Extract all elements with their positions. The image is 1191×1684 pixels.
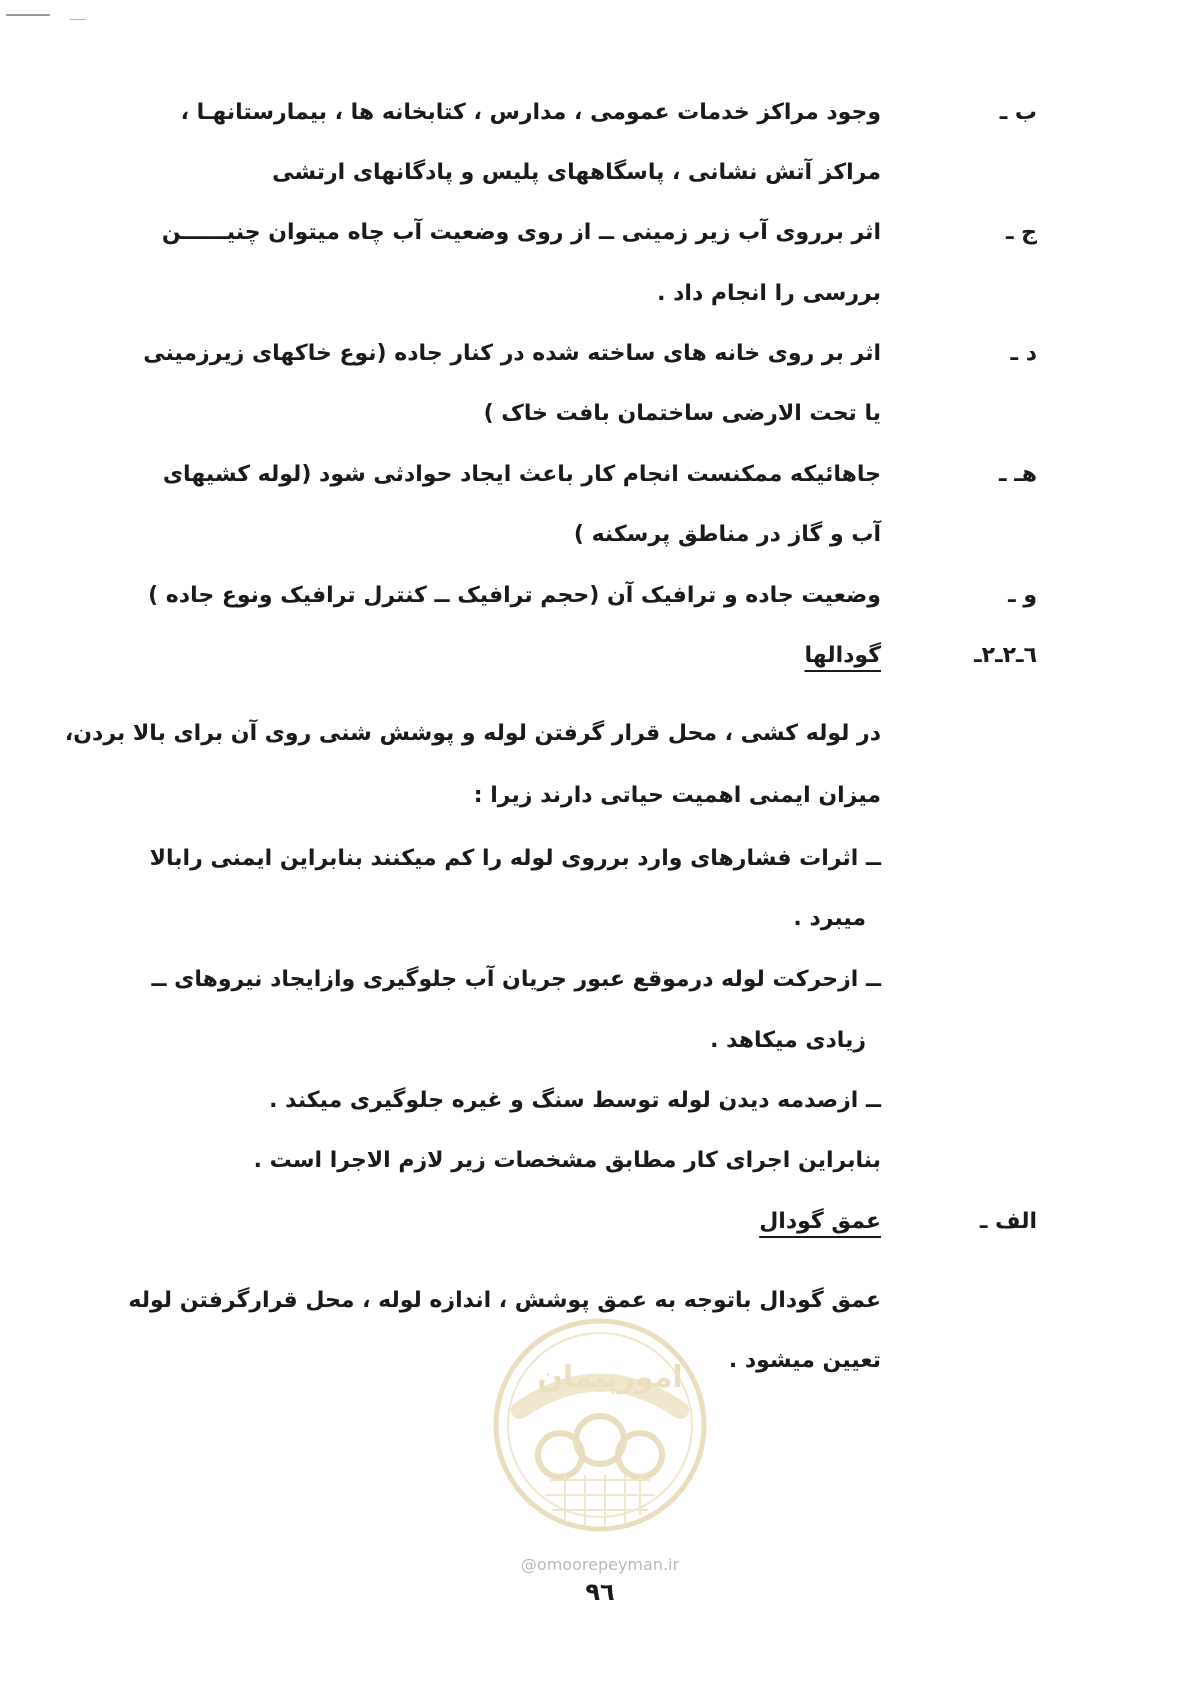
bullet-line: ــ ازصدمه دیدن لوله توسط سنگ و غیره جلوگیری میکند . — [269, 1088, 881, 1113]
seal-logo-icon — [490, 1315, 710, 1535]
bullet-line: میبرد . — [793, 906, 866, 931]
item-line: یا تحت الارضی ساختمان بافت خاک ) — [483, 401, 881, 426]
item-line: آب و گاز در مناطق پرسکنه ) — [573, 522, 881, 547]
item-line: وجود مراکز خدمات عمومی ، مدارس ، کتابخانه ها ، بیمارستانهـا ، — [180, 100, 881, 125]
watermark: @omoorepeyman.ir — [520, 1555, 680, 1574]
item-line: اثر بر روی خانه های ساخته شده در کنار جاده (نوع خاکهای زیرزمینی — [143, 341, 881, 366]
subsection-title: عمق گودال — [759, 1209, 881, 1234]
conclusion-line: بنابراین اجرای کار مطابق مشخصات زیر لازم الاجرا است . — [253, 1148, 881, 1173]
subsection-marker: الف ـ — [979, 1209, 1037, 1234]
page-number: ۹٦ — [585, 1578, 615, 1606]
item-line: بررسی را انجام داد . — [657, 281, 881, 306]
item-line: مراکز آتش نشانی ، پاسگاههای پلیس و پادگانهای ارتشی — [272, 160, 881, 185]
body-line: میزان ایمنی اهمیت حیاتی دارند زیرا : — [473, 783, 881, 808]
final-line: تعیین میشود . — [728, 1348, 881, 1373]
body-line: در لوله کشی ، محل قرار گرفتن لوله و پوشش شنی روی آن برای بالا بردن، — [64, 721, 881, 746]
scan-artifact — [6, 14, 50, 16]
item-line: جاهائیکه ممکنست انجام کار باعث ایجاد حوادثی شود (لوله کشیهای — [162, 462, 881, 487]
seal-text: امورپیمان — [537, 1360, 683, 1395]
scan-artifact — [70, 19, 86, 20]
item-marker: ج ـ — [1005, 220, 1037, 245]
item-marker: هـ ـ — [999, 462, 1037, 487]
item-line: وضعیت جاده و ترافیک آن (حجم ترافیک ــ کنترل ترافیک ونوع جاده ) — [148, 583, 881, 608]
final-line: عمق گودال باتوجه به عمق پوشش ، اندازه لوله ، محل قرارگرفتن لوله — [128, 1288, 881, 1313]
item-marker: و ـ — [1008, 583, 1037, 608]
section-number: ٦ـ٢ـ٢ـ — [974, 643, 1037, 668]
bullet-line: زیادی میکاهد . — [710, 1028, 866, 1053]
item-line: اثر برروی آب زیر زمینی ــ از روی وضعیت آب چاه میتوان چنیــــــن — [161, 220, 881, 245]
item-marker: ب ـ — [999, 100, 1037, 125]
bullet-line: ــ ازحرکت لوله درموقع عبور جریان آب جلوگیری وازایجاد نیروهای ــ — [151, 967, 881, 992]
item-marker: د ـ — [1010, 341, 1037, 366]
bullet-line: ــ اثرات فشارهای وارد برروی لوله را کم میکنند بنابراین ایمنی رابالا — [149, 846, 881, 871]
section-title: گودالها — [804, 643, 881, 668]
